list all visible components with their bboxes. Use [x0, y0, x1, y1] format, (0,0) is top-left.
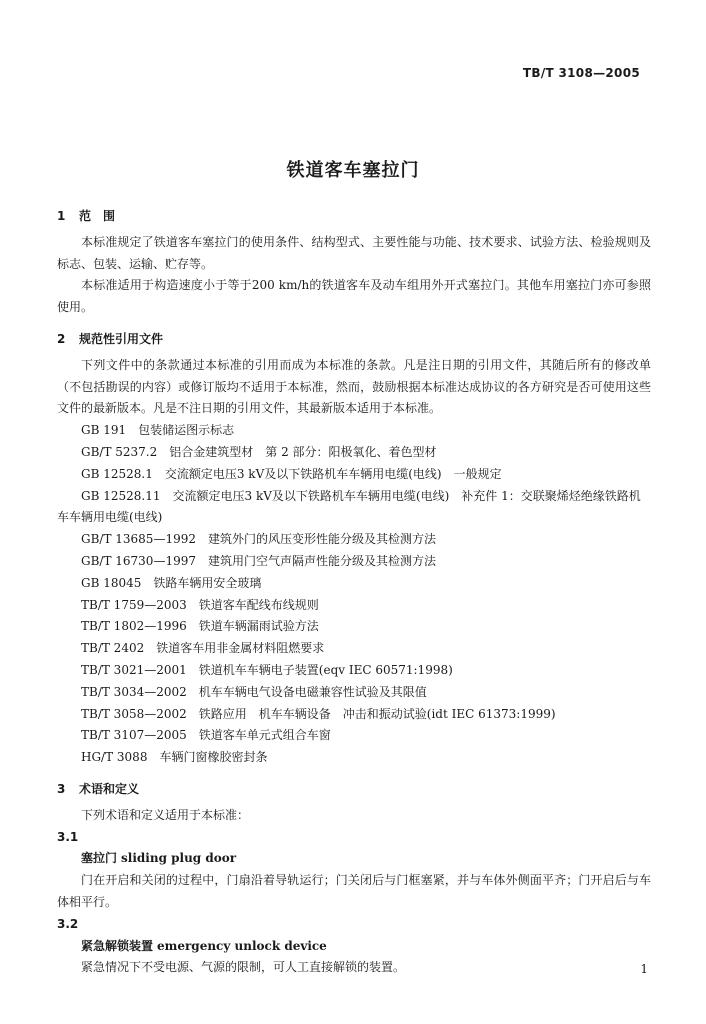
section-title: 术语和定义 [79, 781, 140, 796]
standard-number: TB/T 3108—2005 [522, 66, 640, 80]
reference-code: TB/T 1759—2003 [81, 597, 187, 612]
reference-item [57, 486, 651, 530]
reference-title: 铁道客车用非金属材料阻燃要求 [156, 641, 325, 656]
normative-intro-paragraph: 下列文件中的条款通过本标准的引用而成为本标准的条款。凡是注日期的引用文件，其随后所有的修改单（不包括勘误的内容）或修订版均不适用于本标准，然而，鼓励根据本标准达成协议的各方研究是否可使用这些文件的最新版本。凡是不注日期的引用文件，其最新版本适用于本标准。 [57, 357, 651, 416]
reference-title: 铁道客车单元式组合车窗 [198, 728, 331, 743]
reference-code: TB/T 3034—2002 [81, 684, 187, 699]
reference-code: GB 12528.1 [81, 466, 153, 481]
reference-item [57, 616, 651, 638]
reference-code: TB/T 1802—1996 [81, 619, 187, 634]
section-heading-scope [57, 206, 651, 228]
reference-title: 铁道机车车辆电子装置(eqv IEC 60571:1998) [198, 662, 453, 677]
reference-title: 铁道客车配线布线规则 [198, 597, 319, 612]
clause-number: 3.2 [57, 916, 79, 931]
term-english: emergency unlock device [157, 938, 327, 953]
reference-item [57, 464, 651, 486]
reference-item [57, 551, 651, 573]
reference-code: GB/T 16730—1997 [81, 553, 196, 568]
page-number: 1 [640, 962, 648, 976]
reference-code: GB/T 13685—1992 [81, 532, 196, 547]
reference-item [57, 660, 651, 682]
reference-code: GB/T 5237.2 [81, 444, 158, 459]
section-heading-normative-references [57, 329, 651, 351]
section-heading-terms [57, 779, 651, 801]
reference-item [57, 725, 651, 747]
reference-title: 建筑用门空气声隔声性能分级及其检测方法 [208, 553, 437, 568]
section-number: 3 [57, 781, 66, 796]
reference-title: 铁路应用 机车车辆设备 冲击和振动试验(idt IEC 61373:1999) [198, 706, 556, 721]
term-heading [57, 936, 651, 958]
term-heading [57, 848, 651, 870]
terms-intro-paragraph: 下列术语和定义适用于本标准： [81, 807, 250, 822]
reference-title: 铁路车辆用安全玻璃 [153, 575, 262, 590]
reference-item [57, 529, 651, 551]
reference-code: GB 18045 [81, 575, 142, 590]
reference-item [57, 595, 651, 617]
document-body [57, 206, 651, 979]
reference-item [57, 638, 651, 660]
reference-title: 铁道车辆漏雨试验方法 [198, 619, 319, 634]
clause-number: 3.1 [57, 829, 79, 844]
reference-item [57, 747, 651, 769]
reference-item [57, 442, 651, 464]
reference-item [57, 704, 651, 726]
scope-paragraph: 本标准适用于构造速度小于等于200 km/h的铁道客车及动车组用外开式塞拉门。其他车用塞拉门亦可参照使用。 [57, 278, 651, 315]
reference-code: TB/T 3021—2001 [81, 662, 187, 677]
section-title: 规范性引用文件 [79, 331, 164, 346]
reference-code: GB 12528.11 [81, 488, 161, 503]
reference-code: TB/T 3107—2005 [81, 728, 187, 743]
reference-title: 交流额定电压3 kV及以下铁路机车车辆用电缆(电线) 一般规定 [164, 466, 502, 481]
section-number: 2 [57, 331, 66, 346]
reference-item [57, 420, 651, 442]
term-chinese: 塞拉门 [81, 851, 118, 866]
reference-item [57, 573, 651, 595]
term-list [57, 827, 651, 980]
term-english: sliding plug door [121, 851, 237, 866]
term-chinese: 紧急解锁装置 [81, 938, 154, 953]
reference-code: TB/T 2402 [81, 641, 145, 656]
reference-list [57, 420, 651, 769]
document-title: 铁道客车塞拉门 [286, 160, 420, 181]
section-title: 范 围 [79, 209, 116, 223]
reference-code: TB/T 3058—2002 [81, 706, 187, 721]
scope-paragraph: 本标准规定了铁道客车塞拉门的使用条件、结构型式、主要性能与功能、技术要求、试验方法、检验规则及标志、包装、运输、贮存等。 [57, 234, 651, 271]
section-number: 1 [57, 209, 66, 223]
reference-item [57, 682, 651, 704]
reference-title: 交流额定电压3 kV及以下铁路机车车辆用电缆(电线) 补充件 1：交联聚烯烃绝缘铁路机车车辆用电缆(电线) [57, 488, 641, 525]
reference-code: HG/T 3088 [81, 750, 148, 765]
term-definition: 门在开启和关闭的过程中，门扇沿着导轨运行；门关闭后与门框塞紧，并与车体外侧面平齐；门开启后与车体相平行。 [57, 873, 651, 909]
reference-title: 建筑外门的风压变形性能分级及其检测方法 [208, 532, 437, 547]
reference-code: GB 191 [81, 423, 127, 438]
reference-title: 包装储运图示标志 [138, 423, 235, 438]
term-definition: 紧急情况下不受电源、气源的限制，可人工直接解锁的装置。 [81, 960, 406, 975]
reference-title: 车辆门窗橡胶密封条 [159, 750, 268, 765]
reference-title: 机车车辆电气设备电磁兼容性试验及其限值 [198, 684, 427, 699]
reference-title: 铝合金建筑型材 第 2 部分：阳极氧化、着色型材 [169, 444, 437, 459]
